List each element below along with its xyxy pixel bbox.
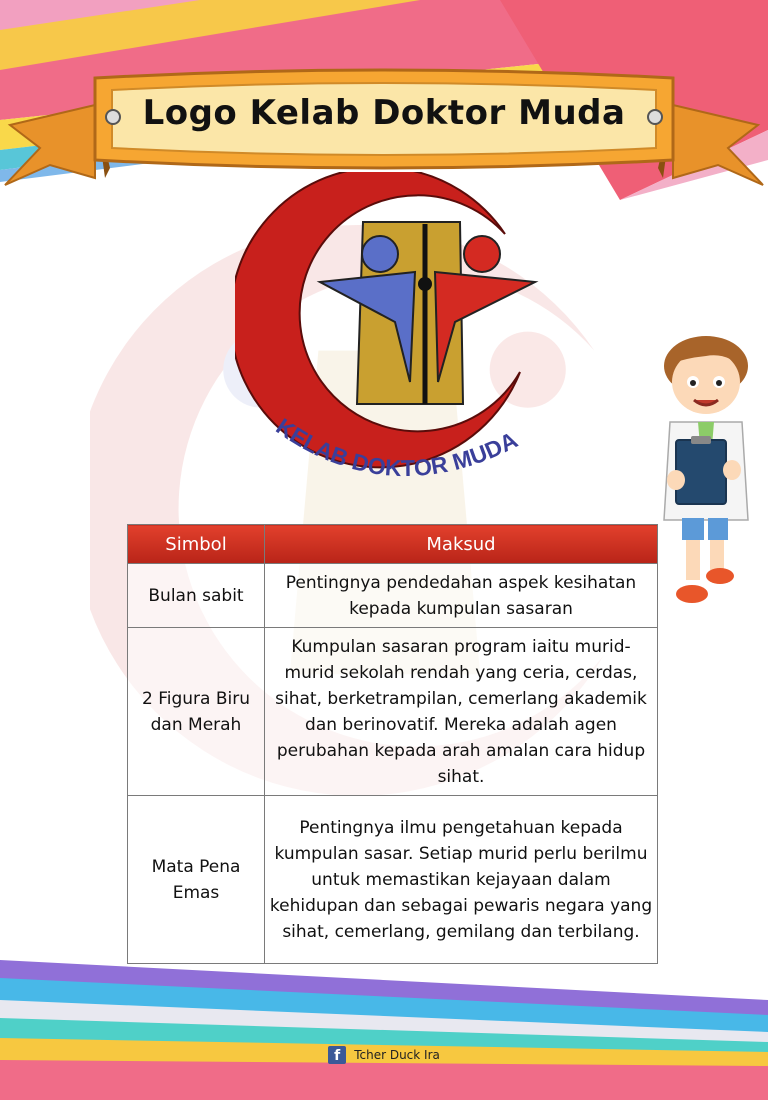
row-3-simbol: Mata Pena Emas bbox=[128, 796, 265, 964]
facebook-icon[interactable]: f bbox=[328, 1046, 346, 1064]
bottom-stripes bbox=[0, 960, 768, 1100]
row-1-simbol: Bulan sabit bbox=[128, 564, 265, 628]
red-figure-head bbox=[464, 236, 500, 272]
clipboard-icon bbox=[676, 440, 726, 504]
table-header-row bbox=[128, 525, 658, 564]
table-row bbox=[128, 564, 658, 628]
boy-doctor-illustration bbox=[648, 330, 763, 620]
header-simbol: Simbol bbox=[128, 525, 265, 564]
logo-arc-textpath: KELAB DOKTOR MUDA bbox=[271, 413, 522, 482]
row-1-maksud: Pentingnya pendedahan aspek kesihatan kepada kumpulan sasaran bbox=[265, 564, 658, 628]
row-3-maksud: Pentingnya ilmu pengetahuan kepada kumpulan sasar. Setiap murid perlu berilmu untuk memastikan kejayaan dalam kehidupan dan sebagai pewaris negara yang sihat, cemerlang, gemilang dan terbilang. bbox=[265, 796, 658, 964]
row-2-maksud: Kumpulan sasaran program iaitu murid-murid sekolah rendah yang ceria, cerdas, sihat, berketrampilan, cemerlang akademik dan berinovatif. Mereka adalah agen perubahan kepada arah amalan cara hidup sihat. bbox=[265, 628, 658, 796]
table-row bbox=[128, 628, 658, 796]
header-maksud: Maksud bbox=[265, 525, 658, 564]
row-2-simbol: 2 Figura Biru dan Merah bbox=[128, 628, 265, 796]
footer-text[interactable]: Tcher Duck Ira bbox=[354, 1047, 440, 1062]
page-title: Logo Kelab Doktor Muda bbox=[142, 93, 626, 133]
symbol-meaning-table bbox=[127, 524, 658, 964]
blue-figure-head bbox=[362, 236, 398, 272]
kelab-doktor-muda-logo bbox=[235, 172, 545, 512]
table-row bbox=[128, 796, 658, 964]
footer-credit bbox=[0, 1044, 768, 1068]
